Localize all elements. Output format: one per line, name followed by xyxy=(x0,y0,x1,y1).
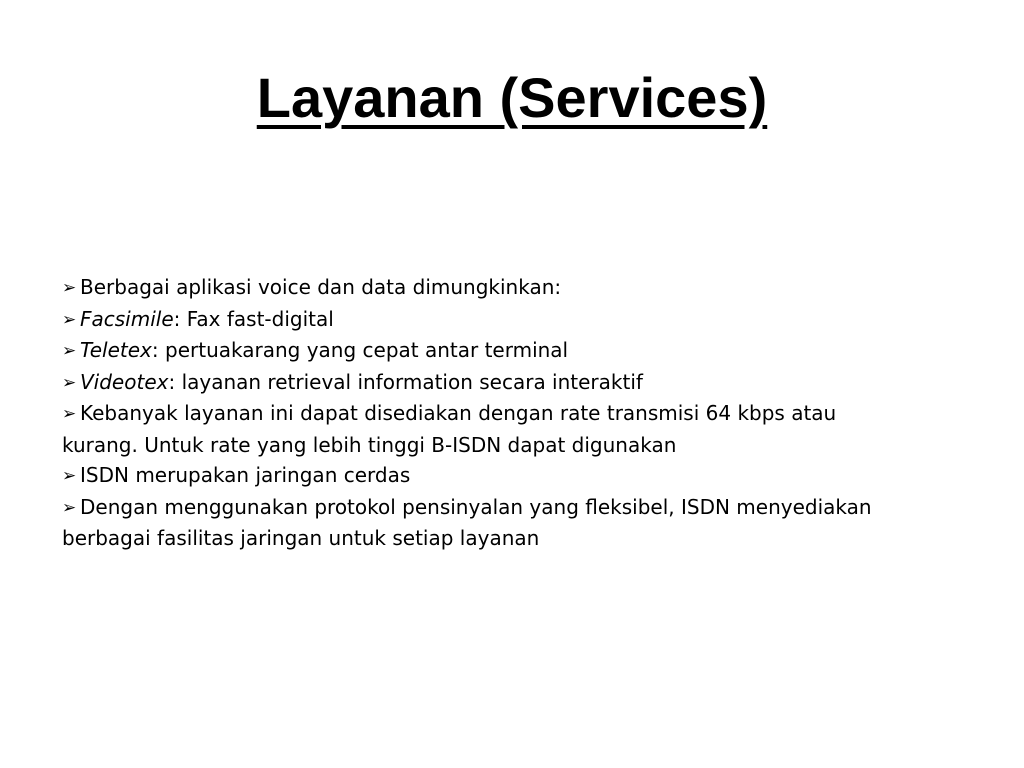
arrow-bullet-icon: ➢ xyxy=(62,466,77,486)
bullet-item xyxy=(62,304,982,336)
bullet-text: Kebanyak layanan ini dapat disediakan dengan rate transmisi 64 kbps atau xyxy=(80,401,837,425)
bullet-text: : Fax fast-digital xyxy=(173,306,334,331)
bullet-text: ISDN merupakan jaringan cerdas xyxy=(80,463,411,487)
bullet-continuation-text: kurang. Untuk rate yang lebih tinggi B-ISDN dapat digunakan xyxy=(62,432,677,457)
arrow-bullet-icon: ➢ xyxy=(62,497,77,518)
bullet-item xyxy=(62,492,982,524)
bullet-item xyxy=(62,398,982,430)
bullet-text: Berbagai aplikasi voice dan data dimungkinkan: xyxy=(80,275,562,299)
bullet-continuation-text: berbagai fasilitas jaringan untuk setiap layanan xyxy=(62,526,540,550)
arrow-bullet-icon: ➢ xyxy=(62,309,77,330)
bullet-text: Dengan menggunakan protokol pensinyalan yang fleksibel, ISDN menyediakan xyxy=(80,494,872,519)
bullet-list xyxy=(62,272,982,554)
bullet-continuation xyxy=(62,523,982,554)
bullet-item xyxy=(62,272,982,304)
bullet-item xyxy=(62,367,982,399)
arrow-bullet-icon: ➢ xyxy=(62,278,77,298)
slide-title: Layanan (Services) xyxy=(256,66,768,129)
arrow-bullet-icon: ➢ xyxy=(62,341,77,361)
arrow-bullet-icon: ➢ xyxy=(62,372,77,393)
bullet-text: : pertuakarang yang cepat antar terminal xyxy=(151,338,569,362)
bullet-term: Videotex xyxy=(80,369,169,394)
bullet-continuation xyxy=(62,430,982,461)
bullet-term: Facsimile xyxy=(80,306,174,331)
bullet-term: Teletex xyxy=(80,338,152,362)
arrow-bullet-icon: ➢ xyxy=(62,404,77,424)
bullet-item xyxy=(62,335,982,367)
bullet-text: : layanan retrieval information secara interaktif xyxy=(168,369,643,394)
bullet-item xyxy=(62,460,982,492)
